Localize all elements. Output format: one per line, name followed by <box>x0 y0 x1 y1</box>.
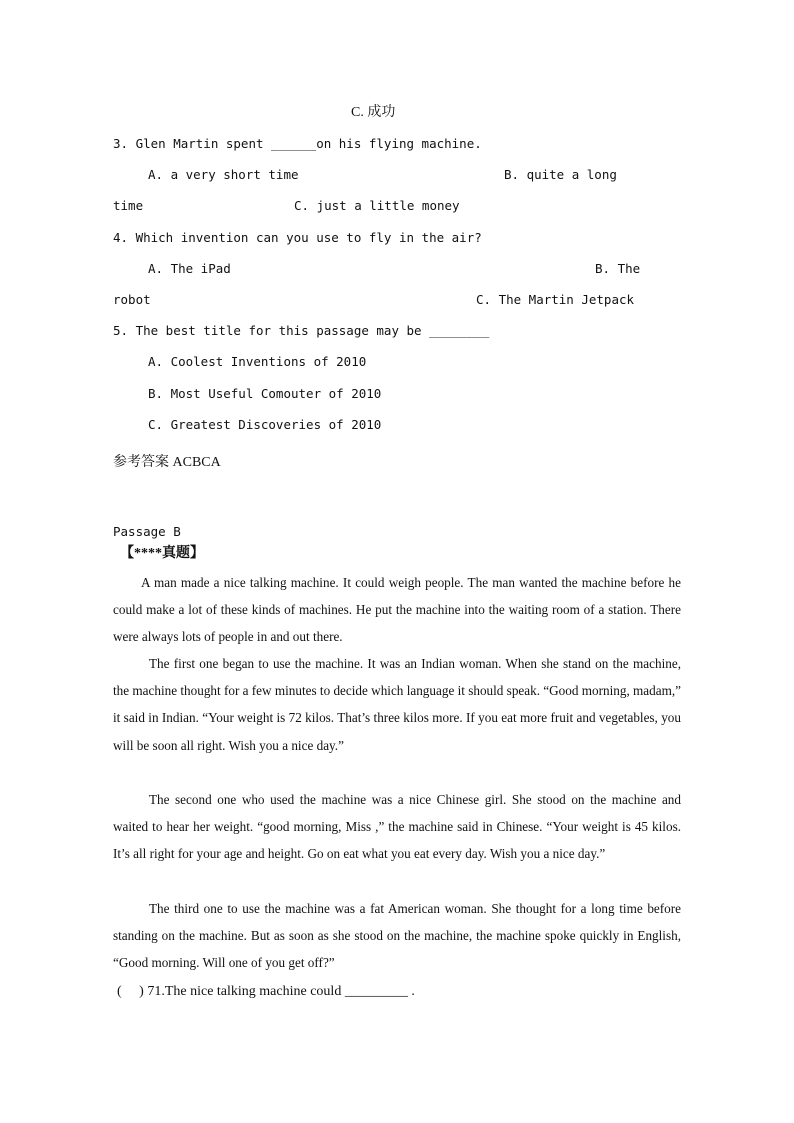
answer-key: 参考答案 ACBCA <box>113 455 221 470</box>
source-tag: 【****真题】 <box>120 546 204 561</box>
passage-paragraph-3: The second one who used the machine was a nice Chinese girl. She stood on the machine and waited to hear her weight. “good morning, Miss ,” the machine said in Chinese. “Your weight is 45 kilos. It’s all right for your age and height. Go on eat what you eat every day. Wish you a nice day.” <box>113 792 681 862</box>
q5-option-c: C. Greatest Discoveries of 2010 <box>148 417 382 432</box>
q5-option-a: A. Coolest Inventions of 2010 <box>148 354 367 369</box>
q4-option-a: A. The iPad <box>148 261 231 276</box>
q2-option-c: C. 成功 <box>351 105 396 120</box>
q4-option-c: C. The Martin Jetpack <box>476 292 635 307</box>
passage-paragraph-1: A man made a nice talking machine. It could weigh people. The man wanted the machine before he could make a lot of these kinds of machines. He put the machine into the waiting room of a station. There were always lots of people in and out there. <box>113 575 681 645</box>
passage-title: Passage B <box>113 524 181 539</box>
q3-option-b-cont: time <box>113 198 144 213</box>
passage-paragraph-2: The first one began to use the machine. It was an Indian woman. When she stand on the machine, the machine thought for a few minutes to decide which language it should speak. “Good morning, madam,” it said in Indian. “Your weight is 72 kilos. That’s three kilos more. If you eat more fruit and vegetables, you will be soon all right. Wish you a nice day.” <box>113 656 682 753</box>
q5-option-b: B. Most Useful Comouter of 2010 <box>148 386 382 401</box>
question-71: ( ) 71.The nice talking machine could _________ . <box>117 984 415 999</box>
q3-option-a: A. a very short time <box>148 167 299 182</box>
q5-stem: 5. The best title for this passage may be ________ <box>113 323 490 338</box>
passage-paragraph-4: The third one to use the machine was a fat American woman. She thought for a long time before standing on the machine. But as soon as she stood on the machine, the machine spoke quickly in English, “Good morning. Will one of you get off?” <box>113 901 681 971</box>
q4-option-b: B. The <box>595 261 641 276</box>
q3-stem: 3. Glen Martin spent ______on his flying machine. <box>113 136 482 151</box>
q3-option-c: C. just a little money <box>294 198 460 213</box>
q3-option-b: B. quite a long <box>504 167 617 182</box>
q4-option-b-cont: robot <box>113 292 151 307</box>
q4-stem: 4. Which invention can you use to fly in the air? <box>113 230 482 245</box>
